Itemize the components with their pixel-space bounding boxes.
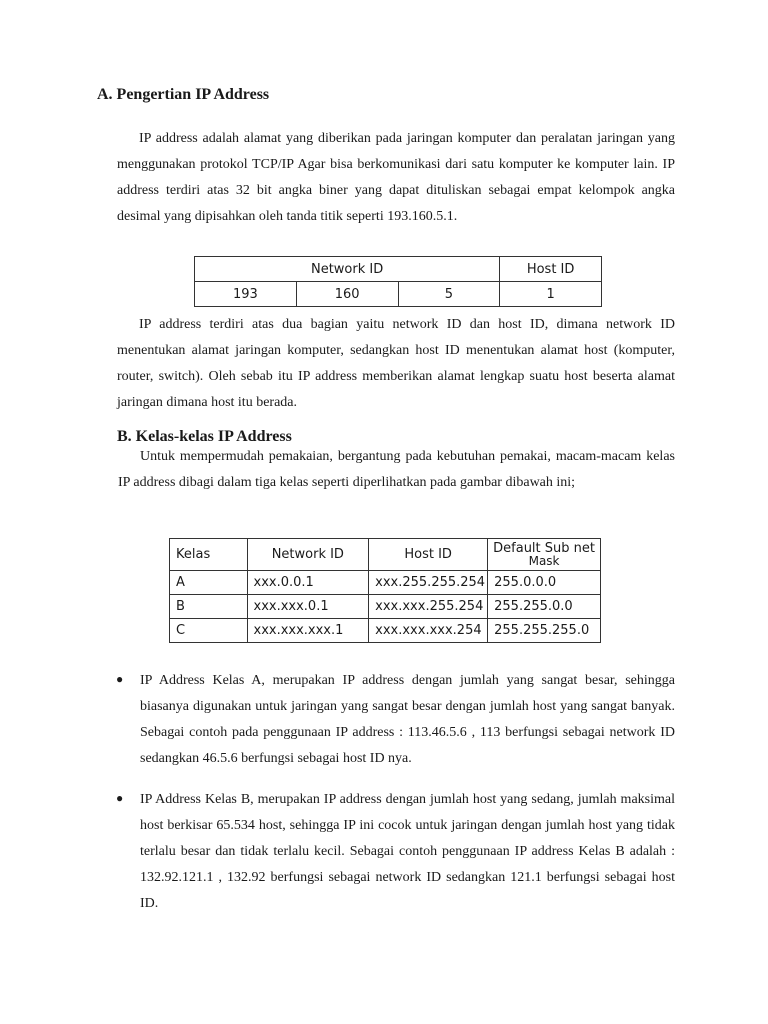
- table-row: [170, 571, 601, 595]
- network-id-header: Network ID: [247, 539, 369, 571]
- default-subnet-mask-header: [488, 539, 601, 571]
- table-header-row: [195, 257, 602, 282]
- class-cell: A: [170, 571, 248, 595]
- subnet-mask-cell: 255.0.0.0: [488, 571, 601, 595]
- network-id-cell: xxx.0.0.1: [247, 571, 369, 595]
- section-a-paragraph-1: IP address adalah alamat yang diberikan pada jaringan komputer dan peralatan jaringan yang menggunakan protokol TCP/IP Agar bisa berkomunikasi dari satu komputer ke komputer lain. IP address terdiri atas 32 bit angka biner yang dapat dituliskan sebagai empat kelompok angka desimal yang dipisahkan oleh tanda titik seperti 193.160.5.1.: [117, 131, 675, 224]
- table-header-row: [170, 539, 601, 571]
- octet-1: 193: [195, 282, 297, 307]
- bullet-icon: ●: [116, 791, 124, 805]
- section-a-title: A. Pengertian IP Address: [97, 86, 270, 103]
- kelas-header: Kelas: [170, 539, 248, 571]
- class-cell: B: [170, 595, 248, 619]
- octet-4: 1: [500, 282, 602, 307]
- section-a-paragraph-2: IP address terdiri atas dua bagian yaitu network ID dan host ID, dimana network ID menentukan alamat jaringan komputer, sedangkan host ID menentukan alamat host (komputer, router, switch). Oleh sebab itu IP address memberikan alamat lengkap suatu host beserta alamat jaringan dimana host itu berada.: [117, 317, 675, 410]
- table-row: [195, 282, 602, 307]
- network-id-cell: xxx.xxx.0.1: [247, 595, 369, 619]
- bullet-class-b: IP Address Kelas B, merupakan IP address dengan jumlah host yang sedang, jumlah maksimal host berkisar 65.534 host, sehingga IP ini cocok untuk jaringan dengan jumlah host yang tidak terlalu besar dan tidak terlalu kecil. Sebagai contoh penggunaan IP address Kelas B adalah : 132.92.121.1 , 132.92 berfungsi sebagai network ID sedangkan 121.1 berfungsi sebagai host ID.: [140, 792, 675, 911]
- octet-2: 160: [296, 282, 398, 307]
- subnet-mask-cell: 255.255.255.0: [488, 619, 601, 643]
- ip-structure-table: [194, 256, 602, 307]
- section-b-intro: Untuk mempermudah pemakaian, bergantung pada kebutuhan pemakai, macam-macam kelas IP address dibagi dalam tiga kelas seperti diperlihatkan pada gambar dibawah ini;: [118, 449, 675, 490]
- network-id-cell: xxx.xxx.xxx.1: [247, 619, 369, 643]
- host-id-header: Host ID: [369, 539, 488, 571]
- ip-class-table: [169, 538, 601, 643]
- bullet-class-a: IP Address Kelas A, merupakan IP address dengan jumlah yang sangat besar, sehingga biasanya digunakan untuk jaringan yang sangat besar dengan jumlah host yang sangat banyak. Sebagai contoh pada penggunaan IP address : 113.46.5.6 , 113 berfungsi sebagai network ID sedangkan 46.5.6 berfungsi sebagai host ID nya.: [140, 673, 675, 766]
- class-cell: C: [170, 619, 248, 643]
- subnet-header-line-1: Default Sub net: [493, 540, 595, 556]
- table-row: [170, 619, 601, 643]
- octet-3: 5: [398, 282, 500, 307]
- host-id-cell: xxx.xxx.255.254: [369, 595, 488, 619]
- subnet-mask-cell: 255.255.0.0: [488, 595, 601, 619]
- section-b-title: B. Kelas-kelas IP Address: [117, 428, 292, 445]
- network-id-header: Network ID: [195, 257, 500, 282]
- table-row: [170, 595, 601, 619]
- host-id-cell: xxx.xxx.xxx.254: [369, 619, 488, 643]
- bullet-icon: ●: [116, 672, 124, 686]
- host-id-header: Host ID: [500, 257, 602, 282]
- host-id-cell: xxx.255.255.254: [369, 571, 488, 595]
- subnet-header-line-2: Mask: [528, 553, 560, 568]
